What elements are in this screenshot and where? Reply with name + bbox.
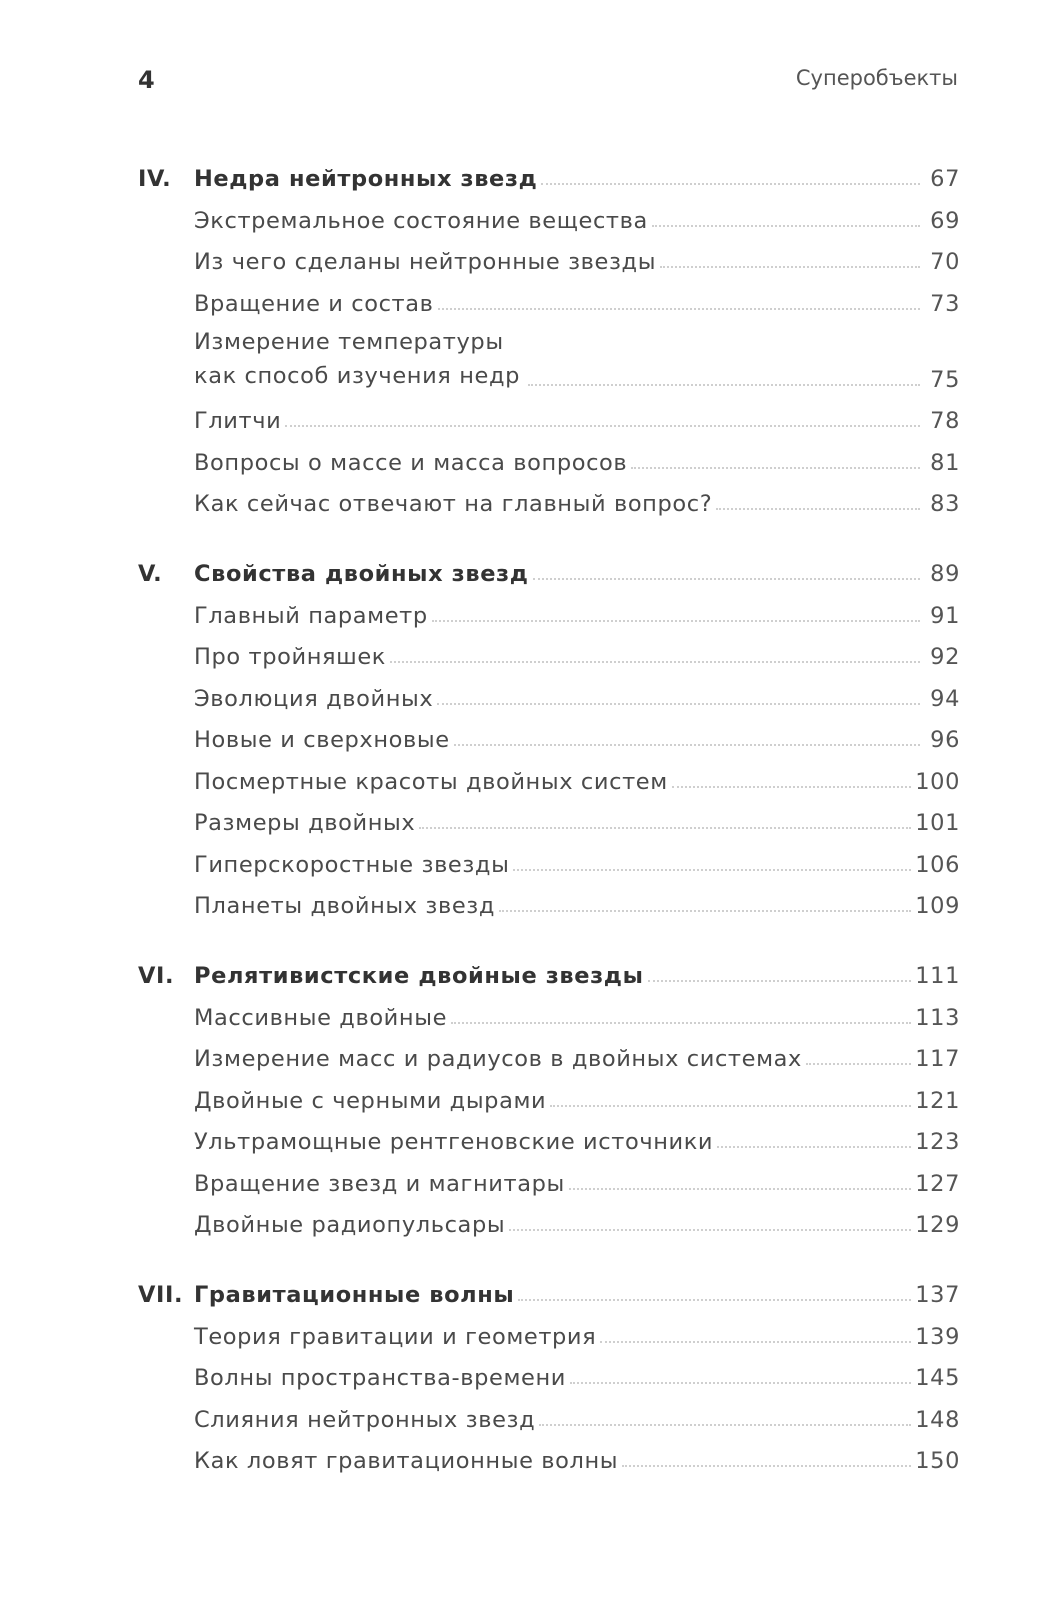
dot-leader	[716, 508, 920, 510]
section-entry	[138, 795, 960, 837]
page-ref: 117	[915, 1046, 960, 1072]
page-ref: 69	[930, 207, 960, 234]
page-ref: 67	[930, 166, 960, 192]
page-ref: 92	[930, 644, 960, 670]
section-entry	[138, 1433, 960, 1475]
dot-leader	[533, 578, 921, 580]
page-ref: 94	[930, 685, 960, 712]
page-ref: 148	[915, 1406, 960, 1433]
page-ref: 123	[915, 1129, 960, 1155]
section-entry	[138, 192, 960, 234]
dot-leader	[499, 910, 911, 912]
section-title: Массивные двойные	[194, 1004, 448, 1031]
running-head: Суперобъекты	[795, 66, 958, 90]
section-entry	[138, 878, 960, 920]
page-ref: 101	[915, 810, 960, 836]
dot-leader	[390, 661, 920, 663]
section-entry	[138, 587, 960, 629]
page-ref: 75	[930, 366, 960, 393]
section-title: Волны пространства-времени	[194, 1365, 567, 1391]
dot-leader	[717, 1146, 911, 1148]
chapter-numeral: V.	[138, 561, 163, 587]
section-entry	[138, 629, 960, 671]
page-ref: 83	[930, 491, 960, 517]
page-ref: 127	[915, 1170, 960, 1197]
section-title: Глитчи	[194, 408, 282, 434]
dot-leader	[660, 266, 920, 268]
dot-leader	[806, 1063, 911, 1065]
toc-chapter	[138, 545, 960, 919]
section-entry	[138, 670, 960, 712]
section-entry	[138, 434, 960, 476]
section-title: Измерение масс и радиусов в двойных системах	[194, 1046, 802, 1072]
toc-chapter	[138, 947, 960, 1238]
chapter-heading	[138, 545, 960, 587]
section-entry	[138, 712, 960, 754]
table-of-contents	[138, 150, 960, 1502]
dot-leader	[528, 384, 920, 386]
dot-leader	[432, 620, 920, 622]
dot-leader	[672, 786, 911, 788]
section-title: Новые и сверхновые	[194, 727, 450, 753]
dot-leader	[513, 869, 911, 871]
section-entry	[138, 753, 960, 795]
dot-leader	[539, 1424, 911, 1426]
section-entry	[138, 1114, 960, 1156]
section-entry	[138, 317, 960, 393]
page-ref: 106	[915, 851, 960, 878]
section-entry	[138, 393, 960, 435]
section-entry	[138, 1350, 960, 1392]
chapter-heading	[138, 947, 960, 989]
chapter-numeral: IV.	[138, 166, 172, 192]
section-entry	[138, 1031, 960, 1073]
chapter-heading	[138, 1266, 960, 1308]
dot-leader	[631, 467, 920, 469]
page-ref: 129	[915, 1212, 960, 1238]
section-title: Ультрамощные рентгеновские источники	[194, 1129, 714, 1155]
section-title: Вопросы о массе и масса вопросов	[194, 449, 628, 476]
page-ref: 113	[915, 1004, 960, 1031]
section-title: Планеты двойных звезд	[194, 893, 496, 919]
dot-leader	[622, 1465, 911, 1467]
dot-leader	[518, 1299, 911, 1301]
chapter-title: Свойства двойных звезд	[194, 561, 529, 587]
section-title: Эволюция двойных	[194, 685, 434, 712]
section-entry	[138, 275, 960, 317]
dot-leader	[285, 425, 920, 427]
section-entry	[138, 1155, 960, 1197]
section-title: Про тройняшек	[194, 644, 386, 670]
section-title: Вращение звезд и магнитары	[194, 1170, 565, 1197]
dot-leader	[437, 703, 920, 705]
section-entry	[138, 234, 960, 276]
chapter-numeral: VII.	[138, 1282, 184, 1308]
page-ref: 81	[930, 449, 960, 476]
chapter-numeral: VI.	[138, 963, 175, 989]
section-title: Двойные с черными дырами	[194, 1087, 547, 1114]
section-title: Теория гравитации и геометрия	[194, 1323, 597, 1350]
page-ref: 91	[930, 602, 960, 629]
dot-leader	[569, 1188, 911, 1190]
section-entry	[138, 1308, 960, 1350]
section-entry	[138, 1391, 960, 1433]
page-ref: 121	[915, 1087, 960, 1114]
chapter-title: Гравитационные волны	[194, 1282, 515, 1308]
section-title: Гиперскоростные звезды	[194, 851, 510, 878]
page-ref: 78	[930, 408, 960, 434]
dot-leader	[419, 827, 911, 829]
section-title: Измерение температуры как способ изучения недр	[194, 328, 520, 389]
page-ref: 109	[915, 893, 960, 919]
section-entry	[138, 476, 960, 518]
toc-chapter	[138, 150, 960, 517]
dot-leader	[550, 1105, 911, 1107]
section-title: Вращение и состав	[194, 290, 434, 317]
page-ref: 96	[930, 727, 960, 753]
section-title: Посмертные красоты двойных систем	[194, 768, 668, 795]
chapter-title: Недра нейтронных звезд	[194, 166, 538, 192]
section-title: Из чего сделаны нейтронные звезды	[194, 249, 657, 275]
page-ref: 70	[930, 249, 960, 275]
section-title: Экстремальное состояние вещества	[194, 207, 648, 234]
section-title: Главный параметр	[194, 602, 428, 629]
section-title: Как ловят гравитационные волны	[194, 1448, 619, 1474]
page-ref: 73	[930, 290, 960, 317]
section-title: Размеры двойных	[194, 810, 416, 836]
section-title: Слияния нейтронных звезд	[194, 1406, 536, 1433]
page-ref: 100	[915, 768, 960, 795]
dot-leader	[600, 1341, 911, 1343]
chapter-heading	[138, 150, 960, 192]
dot-leader	[541, 183, 920, 185]
section-entry	[138, 1197, 960, 1239]
page-ref: 89	[930, 561, 960, 587]
page-ref: 145	[915, 1365, 960, 1391]
page-ref: 139	[915, 1323, 960, 1350]
page-ref: 111	[915, 963, 960, 989]
section-title: Двойные радиопульсары	[194, 1212, 506, 1238]
toc-chapter	[138, 1266, 960, 1474]
section-entry	[138, 1072, 960, 1114]
dot-leader	[652, 225, 920, 227]
dot-leader	[454, 744, 920, 746]
page-ref: 150	[915, 1448, 960, 1474]
dot-leader	[438, 308, 920, 310]
dot-leader	[509, 1229, 911, 1231]
section-title: Как сейчас отвечают на главный вопрос?	[194, 491, 713, 517]
page-number: 4	[138, 66, 155, 94]
dot-leader	[648, 980, 912, 982]
section-entry	[138, 836, 960, 878]
dot-leader	[451, 1022, 911, 1024]
chapter-title: Релятивистские двойные звезды	[194, 963, 644, 989]
dot-leader	[570, 1382, 911, 1384]
section-entry	[138, 989, 960, 1031]
page-ref: 137	[915, 1282, 960, 1308]
